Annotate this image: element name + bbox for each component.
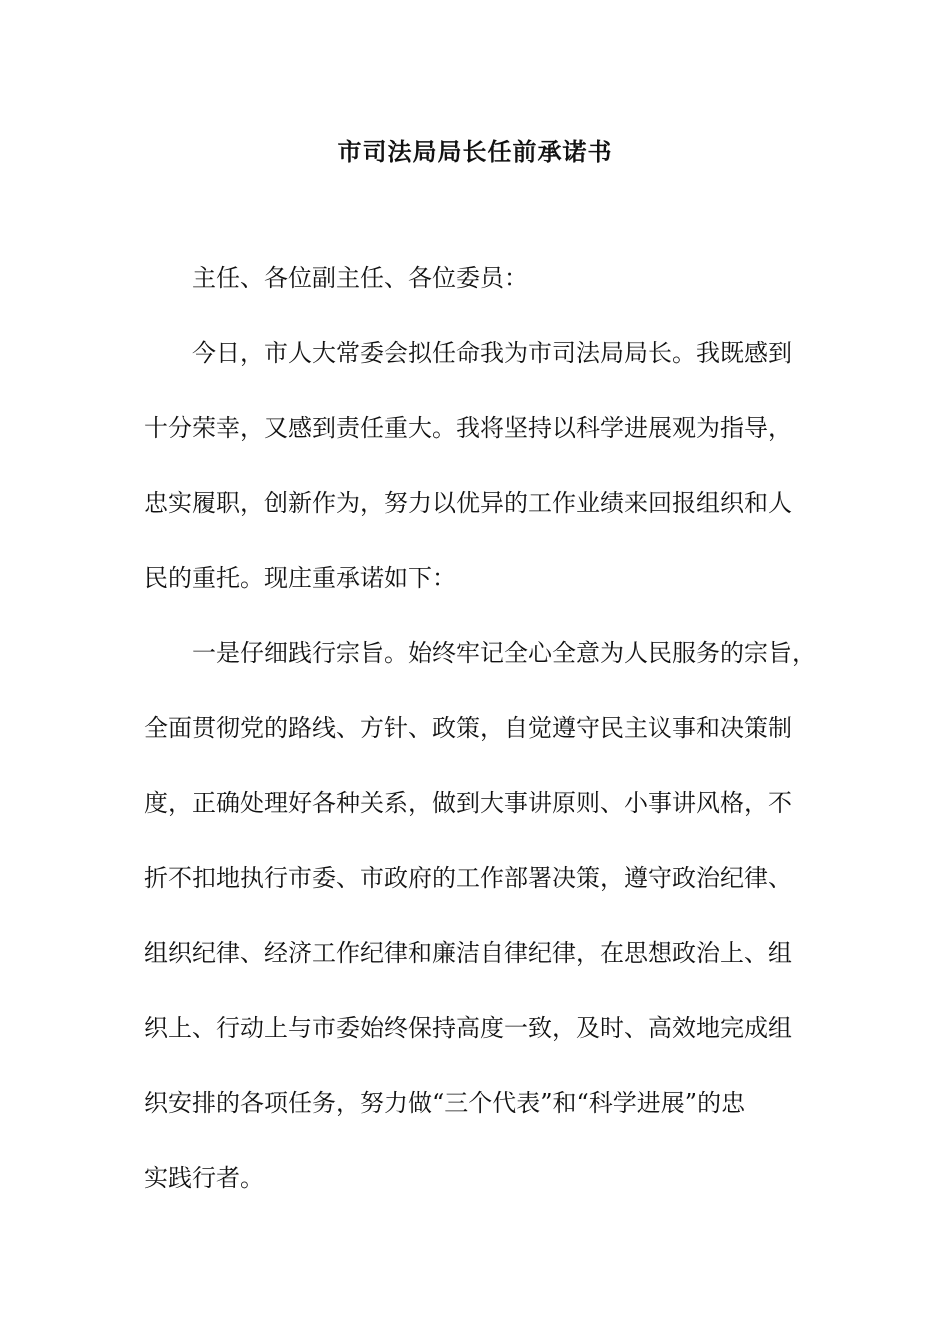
- paragraph-line: 忠实履职，创新作为，努力以优异的工作业绩来回报组织和人: [144, 489, 792, 517]
- paragraph-line: 组织纪律、经济工作纪律和廉洁自律纪律，在思想政治上、组: [144, 939, 792, 967]
- paragraph-line: 实践行者。: [144, 1164, 264, 1192]
- paragraph-line: 一是仔细践行宗旨。始终牢记全心全意为人民服务的宗旨，: [192, 639, 816, 667]
- paragraph-line: 民的重托。现庄重承诺如下：: [144, 564, 456, 592]
- salutation: 主任、各位副主任、各位委员：: [192, 264, 528, 292]
- paragraph-line: 十分荣幸，又感到责任重大。我将坚持以科学进展观为指导，: [144, 414, 792, 442]
- paragraph-line: 折不扣地执行市委、市政府的工作部署决策，遵守政治纪律、: [144, 864, 792, 892]
- paragraph-line: 度，正确处理好各种关系，做到大事讲原则、小事讲风格，不: [144, 789, 792, 817]
- document-title: 市司法局局长任前承诺书: [337, 137, 613, 166]
- paragraph-line: 织上、行动上与市委始终保持高度一致，及时、高效地完成组: [144, 1014, 792, 1042]
- paragraph-line: 全面贯彻党的路线、方针、政策，自觉遵守民主议事和决策制: [144, 714, 792, 742]
- paragraph-line: 今日，市人大常委会拟任命我为市司法局局长。我既感到: [192, 339, 792, 367]
- paragraph-line: 织安排的各项任务，努力做“三个代表”和“科学进展”的忠: [144, 1089, 746, 1117]
